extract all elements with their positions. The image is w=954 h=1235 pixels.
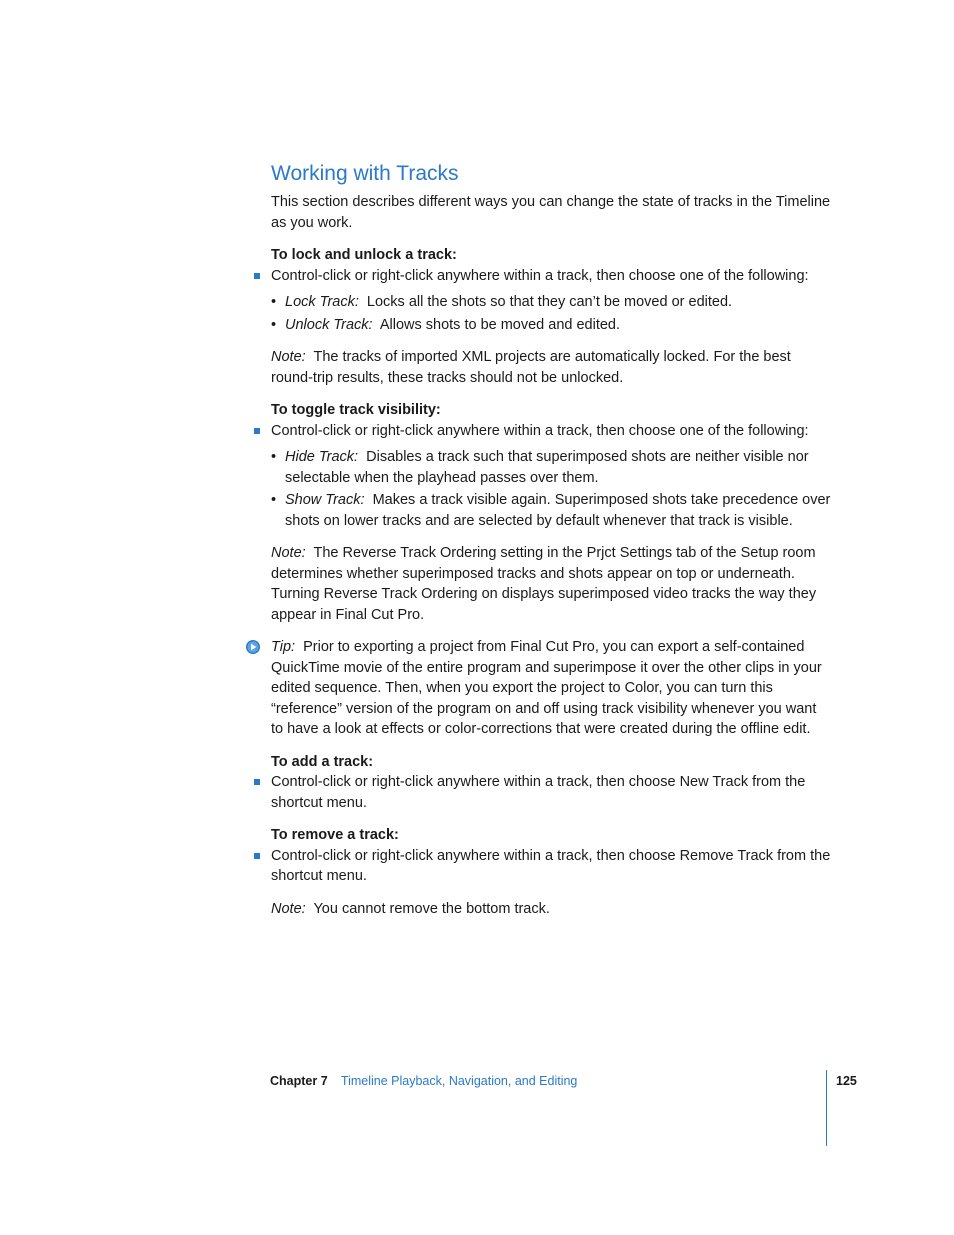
page-content	[271, 160, 831, 931]
note-lock	[271, 347, 831, 388]
task-heading-lock: To lock and unlock a track:	[271, 247, 457, 263]
tip-paragraph	[271, 637, 831, 740]
list-item	[271, 315, 831, 336]
option-desc: Allows shots to be moved and edited.	[379, 316, 621, 333]
square-bullet-icon	[254, 273, 260, 279]
square-bullet-icon	[254, 779, 260, 785]
step-text: Control-click or right-click anywhere within a track, then choose Remove Track from the shortcut menu.	[271, 847, 831, 884]
option-term: Hide Track:	[285, 449, 359, 465]
task-heading-visibility: To toggle track visibility:	[271, 402, 441, 418]
page-footer	[270, 1072, 577, 1090]
list-item	[271, 292, 831, 313]
dot-bullet-icon: •	[271, 492, 277, 508]
section-intro: This section describes different ways you can change the state of tracks in the Timeline as you work.	[271, 194, 831, 231]
visibility-options-list	[271, 447, 831, 531]
option-term: Unlock Track:	[285, 316, 373, 333]
note-label: Note:	[271, 545, 306, 561]
step-text: Control-click or right-click anywhere within a track, then choose one of the following:	[271, 267, 809, 284]
dot-bullet-icon: •	[271, 316, 277, 333]
note-text: You cannot remove the bottom track.	[313, 900, 550, 917]
lock-options-list	[271, 292, 831, 335]
step-text: Control-click or right-click anywhere within a track, then choose New Track from the shortcut menu.	[271, 774, 806, 811]
task-heading-add: To add a track:	[271, 753, 374, 770]
step-remove	[271, 846, 831, 887]
step-add	[271, 772, 831, 813]
step-lock	[271, 266, 831, 287]
square-bullet-icon	[254, 853, 260, 859]
footer-chapter-title: Timeline Playback, Navigation, and Editing	[340, 1074, 578, 1088]
step-visibility	[271, 421, 831, 442]
tip	[271, 637, 831, 740]
footer-chapter: Chapter 7	[270, 1074, 328, 1088]
page-number: 125	[836, 1074, 857, 1088]
note-label: Note:	[271, 349, 306, 365]
note-remove	[271, 899, 831, 920]
option-desc: Disables a track such that superimposed shots are neither visible nor selectable when the playhead passes over them.	[285, 449, 809, 486]
section-heading: Working with Tracks	[271, 162, 459, 185]
step-text: Control-click or right-click anywhere within a track, then choose one of the following:	[271, 422, 809, 439]
dot-bullet-icon: •	[271, 294, 277, 310]
tip-label: Tip:	[271, 639, 296, 655]
option-term: Show Track:	[285, 492, 365, 508]
tip-text: Prior to exporting a project from Final Cut Pro, you can export a self-contained QuickTime movie of the entire program and superimpose it over the other clips in your edited sequence. Then, when you export the project to Color, you can turn this “reference” version of the program on and off using track visibility whenever you want to have a look at effects or color-corrections that were created during the offline edit.	[271, 639, 822, 737]
note-text: The Reverse Track Ordering setting in the Prjct Settings tab of the Setup room determines whether superimposed tracks and shots appear on top or underneath. Turning Reverse Track Ordering on displays superimposed video tracks the way they appear in Final Cut Pro.	[271, 545, 817, 623]
note-visibility	[271, 543, 831, 625]
list-item	[271, 447, 831, 488]
footer-divider	[826, 1070, 827, 1146]
note-label: Note:	[271, 900, 306, 917]
option-desc: Locks all the shots so that they can’t be moved or edited.	[366, 294, 733, 310]
option-desc: Makes a track visible again. Superimposed shots take precedence over shots on lower tracks and are selected by default whenever that track is visible.	[285, 492, 831, 529]
tip-arrow-icon	[245, 639, 261, 655]
list-item	[271, 490, 831, 531]
square-bullet-icon	[254, 428, 260, 434]
option-term: Lock Track:	[285, 294, 359, 310]
dot-bullet-icon: •	[271, 449, 277, 465]
task-heading-remove: To remove a track:	[271, 827, 399, 843]
note-text: The tracks of imported XML projects are automatically locked. For the best round-trip results, these tracks should not be unlocked.	[271, 349, 791, 386]
